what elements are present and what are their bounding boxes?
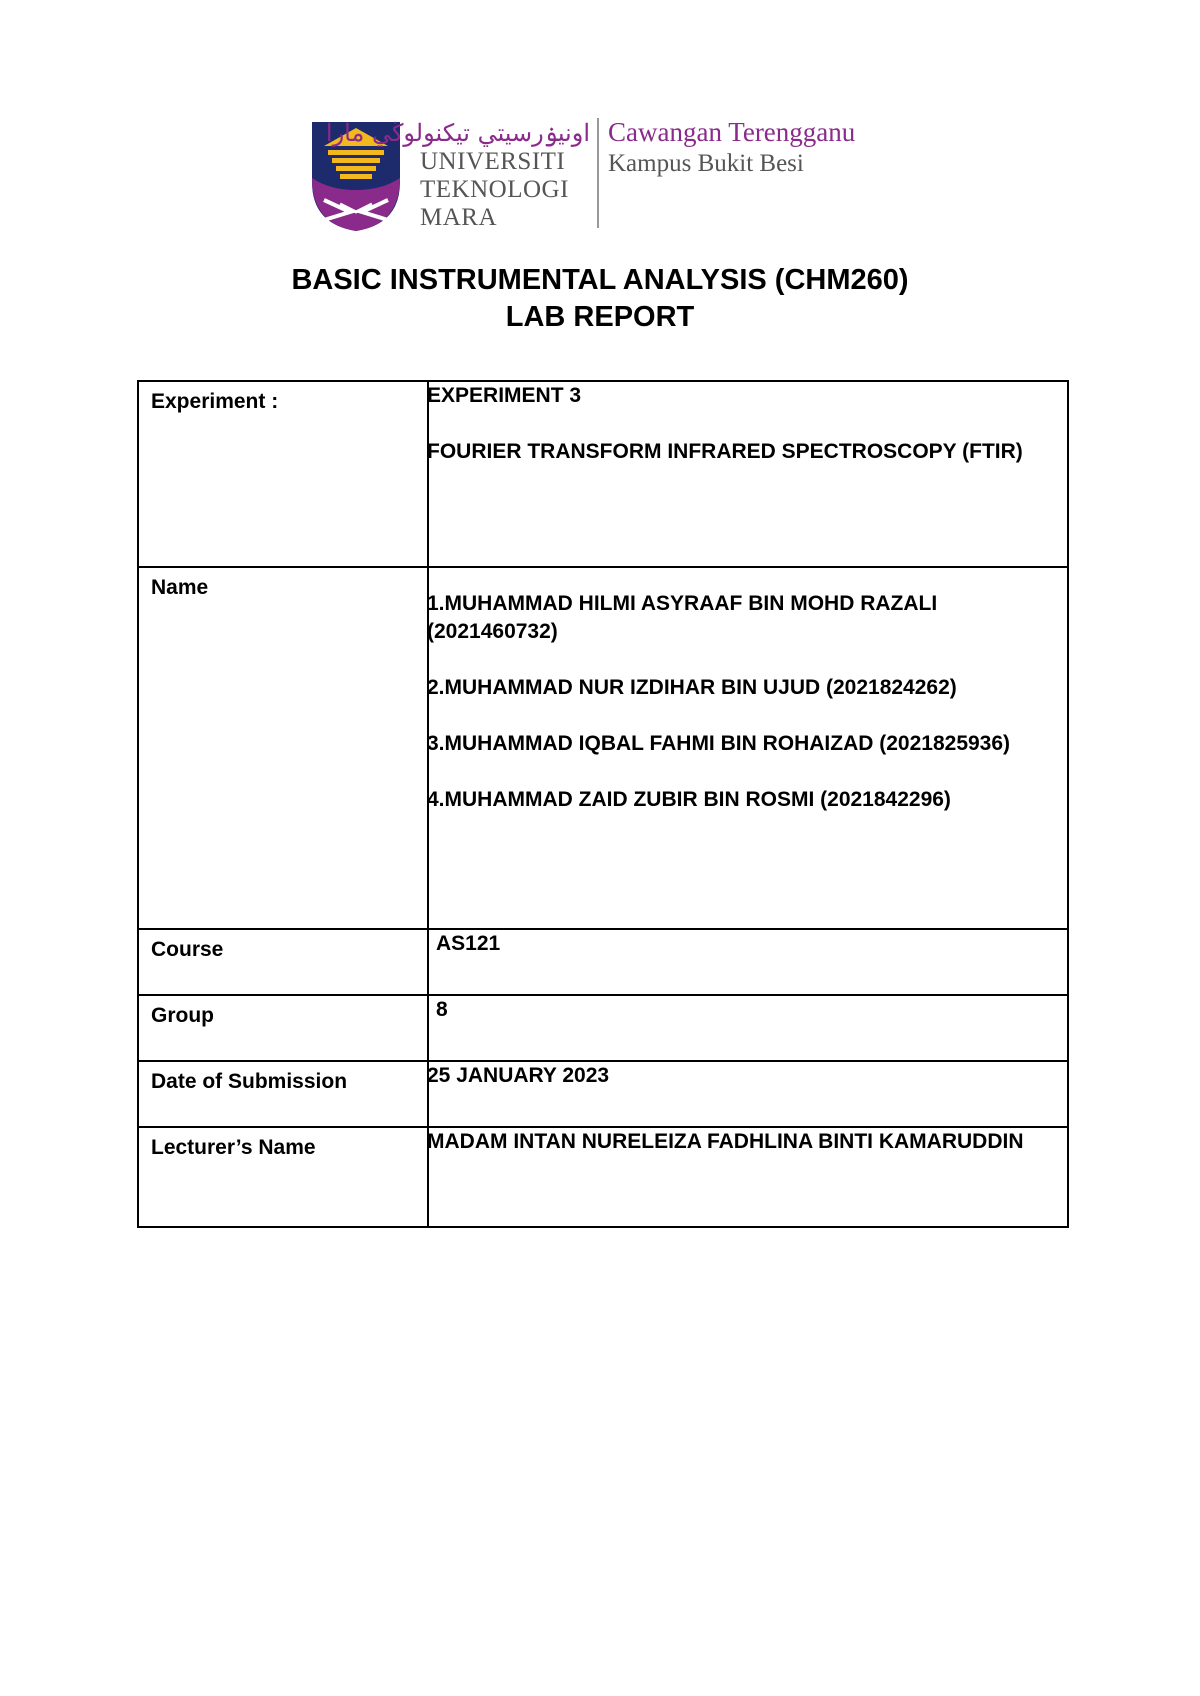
campus-block: [608, 116, 855, 180]
name-label: Name: [151, 576, 209, 599]
table-row-lecturer: [138, 1127, 1068, 1227]
experiment-label: Experiment :: [151, 390, 279, 413]
experiment-number: EXPERIMENT 3: [427, 384, 582, 407]
experiment-label-cell: [138, 381, 428, 567]
date-value-cell: [428, 1061, 1068, 1127]
name-label-cell: [138, 567, 428, 929]
course-value: AS121: [436, 932, 501, 955]
campus-branch: Cawangan Terengganu: [608, 117, 856, 147]
list-item: 2.MUHAMMAD NUR IZDIHAR BIN UJUD (2021824262): [427, 676, 957, 699]
university-logo: [310, 118, 880, 238]
lecturer-label: Lecturer’s Name: [151, 1136, 316, 1159]
document-title: [0, 262, 1200, 336]
group-label: Group: [151, 1004, 214, 1027]
title-report: LAB REPORT: [505, 301, 695, 333]
list-item: 3.MUHAMMAD IQBAL FAHMI BIN ROHAIZAD (2021825936): [427, 732, 1011, 755]
name-value-cell: [428, 567, 1068, 929]
table-row-name: [138, 567, 1068, 929]
report-info-table: [137, 380, 1069, 1228]
university-name-line-2: TEKNOLOGI: [420, 176, 569, 203]
list-item: 4.MUHAMMAD ZAID ZUBIR BIN ROSMI (2021842296): [427, 788, 951, 811]
table-row-course: [138, 929, 1068, 995]
lecturer-label-cell: [138, 1127, 428, 1227]
course-label: Course: [151, 938, 224, 961]
experiment-value-cell: [428, 381, 1068, 567]
lecturer-name: MADAM INTAN NURELEIZA FADHLINA BINTI KAMARUDDIN: [427, 1130, 1024, 1153]
title-course: BASIC INSTRUMENTAL ANALYSIS (CHM260): [291, 264, 909, 296]
group-value: 8: [436, 998, 448, 1021]
university-arabic-name: اونيۏرسيتي تيكنولوڬي مارا: [325, 119, 590, 147]
university-name-line-1: UNIVERSITI: [420, 148, 566, 175]
course-label-cell: [138, 929, 428, 995]
logo-divider: [597, 118, 599, 228]
list-item: 1.MUHAMMAD HILMI ASYRAAF BIN MOHD RAZALI (2021460732): [427, 592, 938, 643]
date-label-cell: [138, 1061, 428, 1127]
date-label: Date of Submission: [151, 1070, 348, 1093]
table-row-date: [138, 1061, 1068, 1127]
university-name: [420, 148, 590, 232]
submission-date: 25 JANUARY 2023: [427, 1064, 610, 1087]
group-value-cell: [428, 995, 1068, 1061]
table-row-group: [138, 995, 1068, 1061]
lecturer-value-cell: [428, 1127, 1068, 1227]
campus-name: Kampus Bukit Besi: [608, 150, 804, 177]
group-label-cell: [138, 995, 428, 1061]
experiment-name: FOURIER TRANSFORM INFRARED SPECTROSCOPY (FTIR): [427, 440, 1023, 463]
course-value-cell: [428, 929, 1068, 995]
table-row-experiment: [138, 381, 1068, 567]
university-name-line-3: MARA: [420, 204, 498, 231]
